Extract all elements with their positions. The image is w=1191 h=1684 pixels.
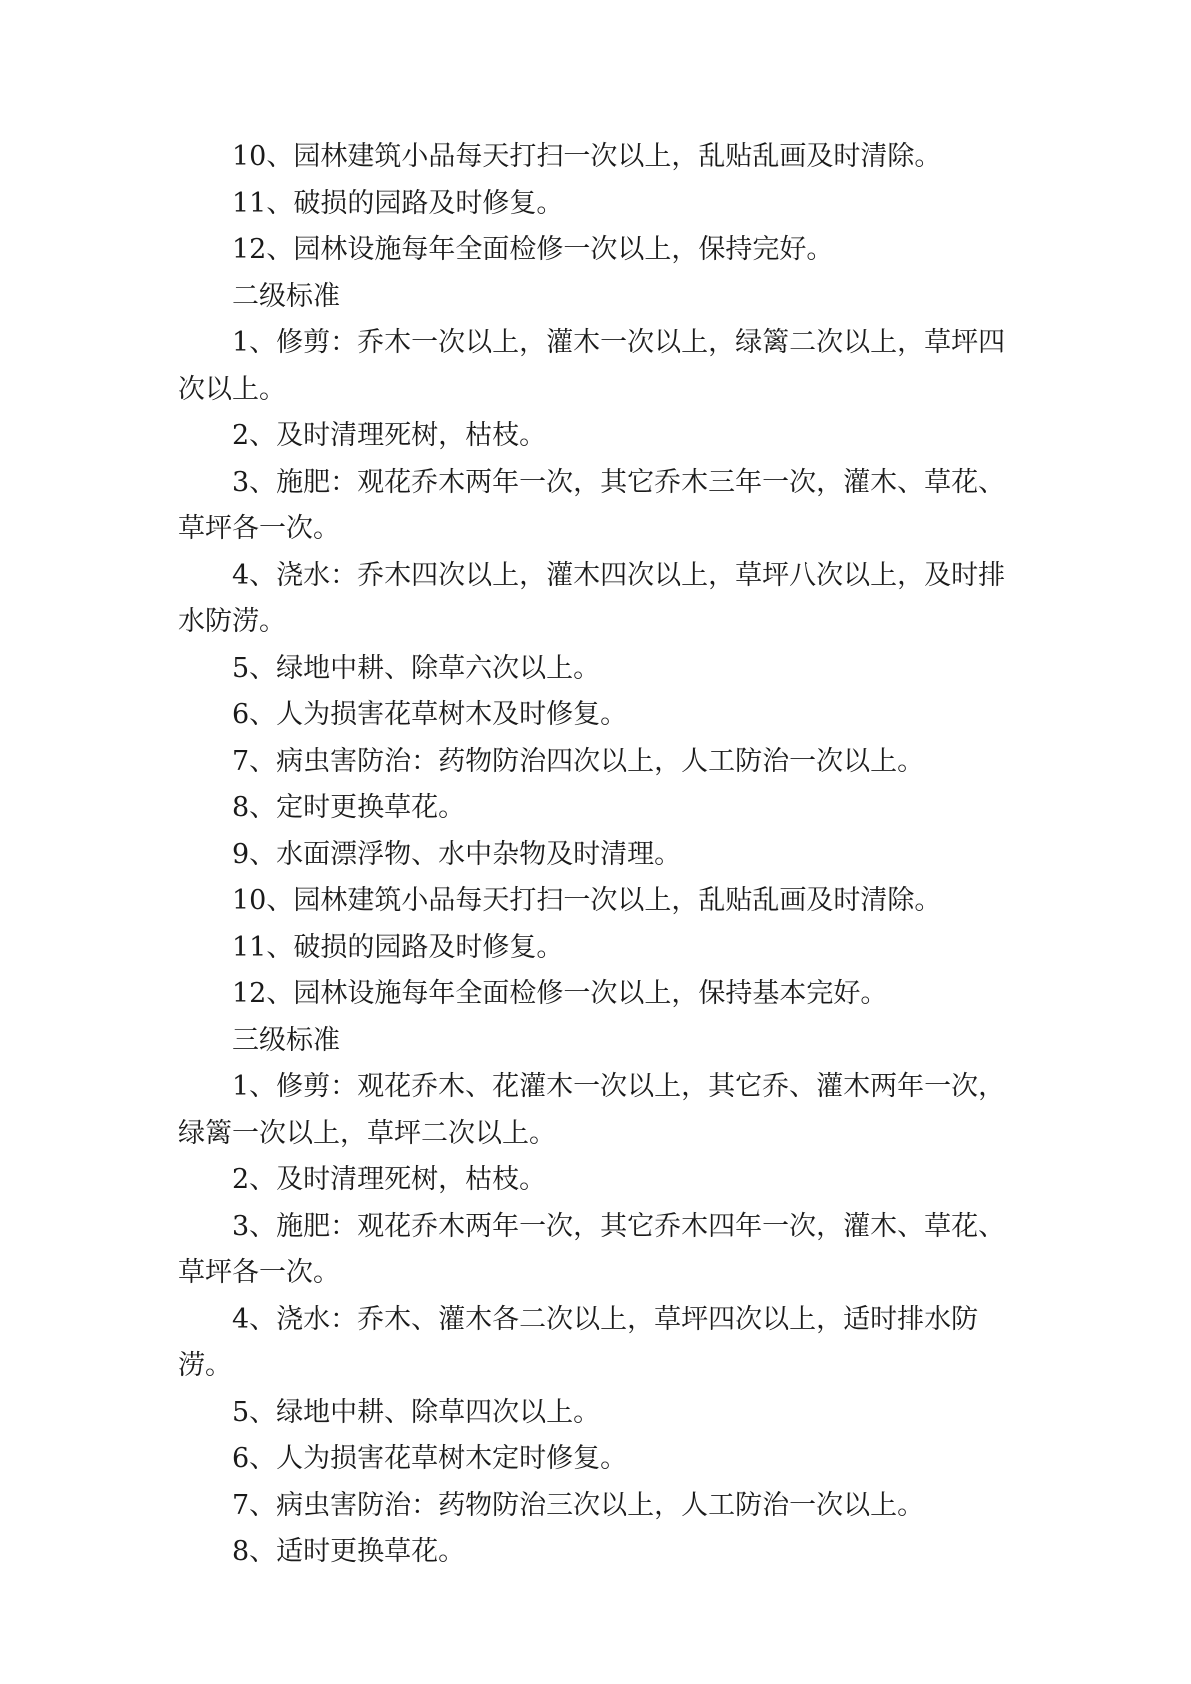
document-body: [178, 134, 1018, 1576]
paragraph: 5、绿地中耕、除草六次以上。: [232, 652, 601, 684]
paragraph: 8、定时更换草花。: [232, 792, 466, 823]
paragraph: 3、施肥：观花乔木两年一次，其它乔木四年一次，灌木、草花、草坪各一次。: [178, 1210, 1006, 1288]
paragraph: 2、及时清理死树，枯枝。: [232, 420, 547, 451]
paragraph: 8、适时更换草花。: [232, 1536, 466, 1567]
paragraph: 12、园林设施每年全面检修一次以上，保持基本完好。: [232, 978, 888, 1009]
paragraph: 3、施肥：观花乔木两年一次，其它乔木三年一次，灌木、草花、草坪各一次。: [178, 466, 1006, 544]
paragraph: 2、及时清理死树，枯枝。: [232, 1164, 547, 1195]
paragraph: 7、病虫害防治：药物防治三次以上，人工防治一次以上。: [232, 1489, 925, 1521]
paragraph: 5、绿地中耕、除草四次以上。: [232, 1396, 601, 1428]
paragraph: 1、修剪：观花乔木、花灌木一次以上，其它乔、灌木两年一次，绿篱一次以上，草坪二次以上。: [178, 1071, 1006, 1149]
section-heading: 三级标准: [232, 1024, 340, 1056]
paragraph: 6、人为损害花草树木及时修复。: [232, 699, 628, 730]
paragraph: 9、水面漂浮物、水中杂物及时清理。: [232, 838, 682, 870]
paragraph: 4、浇水：乔木四次以上，灌木四次以上，草坪八次以上，及时排水防涝。: [178, 559, 1006, 637]
paragraph: 1、修剪：乔木一次以上，灌木一次以上，绿篱二次以上，草坪四次以上。: [178, 327, 1006, 405]
paragraph: 11、破损的园路及时修复。: [232, 187, 564, 219]
section-heading: 二级标准: [232, 280, 340, 312]
paragraph: 4、浇水：乔木、灌木各二次以上，草坪四次以上，适时排水防涝。: [178, 1303, 979, 1381]
paragraph: 10、园林建筑小品每天打扫一次以上，乱贴乱画及时清除。: [232, 141, 942, 172]
paragraph: 6、人为损害花草树木定时修复。: [232, 1443, 628, 1474]
paragraph: 11、破损的园路及时修复。: [232, 931, 564, 963]
paragraph: 12、园林设施每年全面检修一次以上，保持完好。: [232, 234, 834, 265]
paragraph: 7、病虫害防治：药物防治四次以上，人工防治一次以上。: [232, 745, 925, 777]
paragraph: 10、园林建筑小品每天打扫一次以上，乱贴乱画及时清除。: [232, 885, 942, 916]
